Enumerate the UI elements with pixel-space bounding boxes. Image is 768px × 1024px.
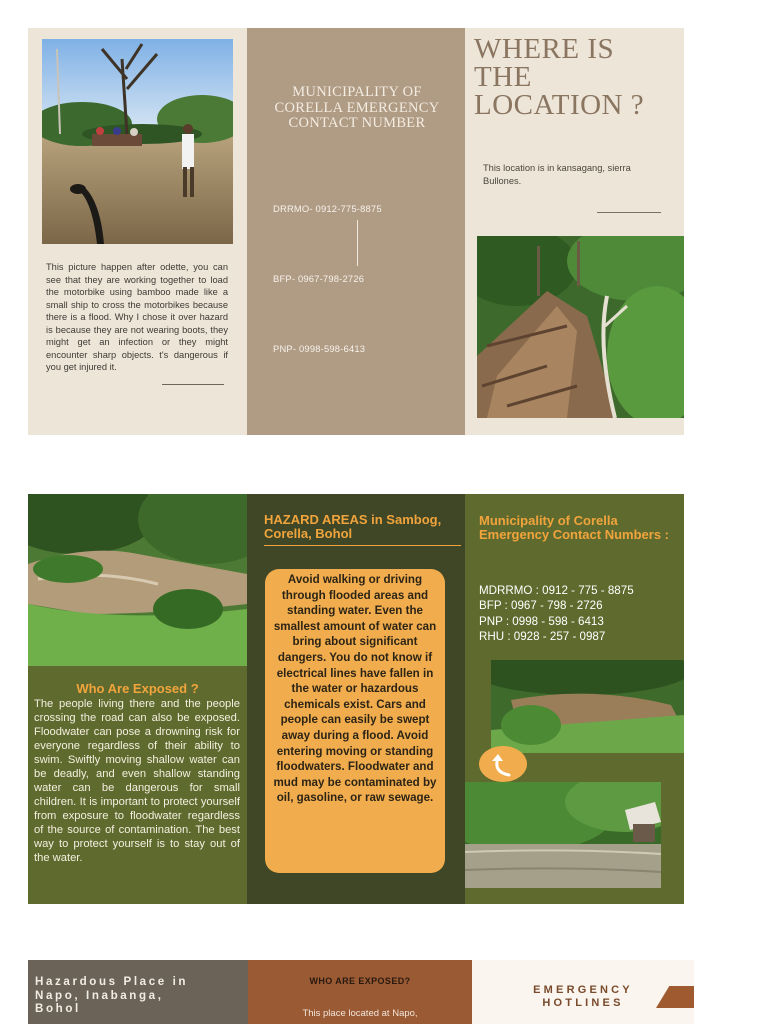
municipality-contact-title: MUNICIPALITY OF CORELLA EMERGENCY CONTACT NUMBER	[274, 84, 440, 131]
contact-drrmo: DRRMO- 0912-775-8875	[273, 203, 382, 214]
brochure2-right-panel	[465, 494, 684, 904]
brochure3-right-panel	[472, 960, 694, 1024]
contact-pnp-line: PNP : 0998 - 598 - 6413	[479, 614, 604, 628]
hazardous-place-title: Hazardous Place in Napo, Inabanga, Bohol	[35, 975, 189, 1015]
brochure1-right-panel	[465, 28, 684, 435]
contact-rhu: RHU : 0928 - 257 - 0987	[479, 630, 606, 644]
emergency-hotlines-title: EMERGENCY HOTLINES	[533, 984, 633, 1009]
flooded-road-photo	[465, 782, 661, 888]
who-are-exposed-heading: Who Are Exposed ?	[76, 681, 199, 696]
brochure1-left-panel	[28, 28, 247, 435]
who-are-exposed-heading-3: WHO ARE EXPOSED?	[309, 976, 411, 986]
location-text: This location is in kansagang, sierra Bullones.	[483, 163, 631, 186]
river-flood-photo	[28, 494, 247, 666]
contact-bfp: BFP- 0967-798-2726	[273, 273, 365, 284]
contact-divider	[357, 220, 358, 266]
hazard-heading-underline	[264, 545, 461, 546]
emergency-contact-heading: Municipality of Corella Emergency Contact Numbers :	[479, 513, 669, 542]
photo-caption: This picture happen after odette, you can see that they are working together to load the motorbike using bamboo made like a small ship to cross the motorbikes because there is a flood. Why I chose it over hazard is because they are not wearing boots, they might get an infection or they might encounter sharp objects. t's dangerous if you get injured it.	[46, 262, 228, 372]
location-underline	[597, 212, 661, 213]
brochure1-middle-panel	[247, 28, 465, 435]
brochure2-left-panel	[28, 494, 247, 904]
landslide-photo	[477, 236, 684, 418]
contact-mdrrmo: MDRRMO : 0912 - 775 - 8875	[479, 584, 634, 597]
brochure3-left-panel	[28, 960, 248, 1024]
contact-bfp-line: BFP : 0967 - 798 - 2726	[479, 599, 603, 613]
flooded-field-photo	[491, 660, 684, 753]
contact-pnp: PNP- 0998-598-6413	[273, 343, 366, 354]
hotline-accent-shape	[656, 986, 694, 1008]
brochure2-middle-panel	[247, 494, 465, 904]
flood-safety-warning: Avoid walking or driving through flooded areas and standing water. Even the smallest amount of water can bring about significant dangers. You do not know if electrical lines have fallen in the water or hazardous chemicals exist. Cars and people can easily be swept away during a flood. Avoid entering moving or standing floodwaters. Floodwater and mud may be contaminated by oil, gasoline, or raw sewage.	[265, 569, 445, 873]
flood-crossing-photo	[42, 39, 233, 244]
napo-location-text: This place located at Napo,	[302, 1008, 418, 1019]
hazard-areas-heading: HAZARD AREAS in Sambog, Corella, Bohol	[264, 512, 442, 541]
caption-underline	[162, 384, 224, 385]
curved-arrow-icon	[479, 746, 527, 782]
who-are-exposed-text: The people living there and the people crossing the road can also be exposed. Floodwater can pose a drowning risk for everyone regardless of their ability to swim. Swiftly moving shallow water can be deadly, and even shallow standing water can be dangerous for small children. It is important to protect yourself from exposure to floodwater regardless of the source of contamination. The best way to protect yourself is to stay out of the water.	[34, 698, 240, 864]
location-title: WHERE IS THE LOCATION ?	[474, 33, 645, 121]
brochure3-middle-panel	[248, 960, 472, 1024]
emergency-contact-list	[479, 583, 684, 645]
